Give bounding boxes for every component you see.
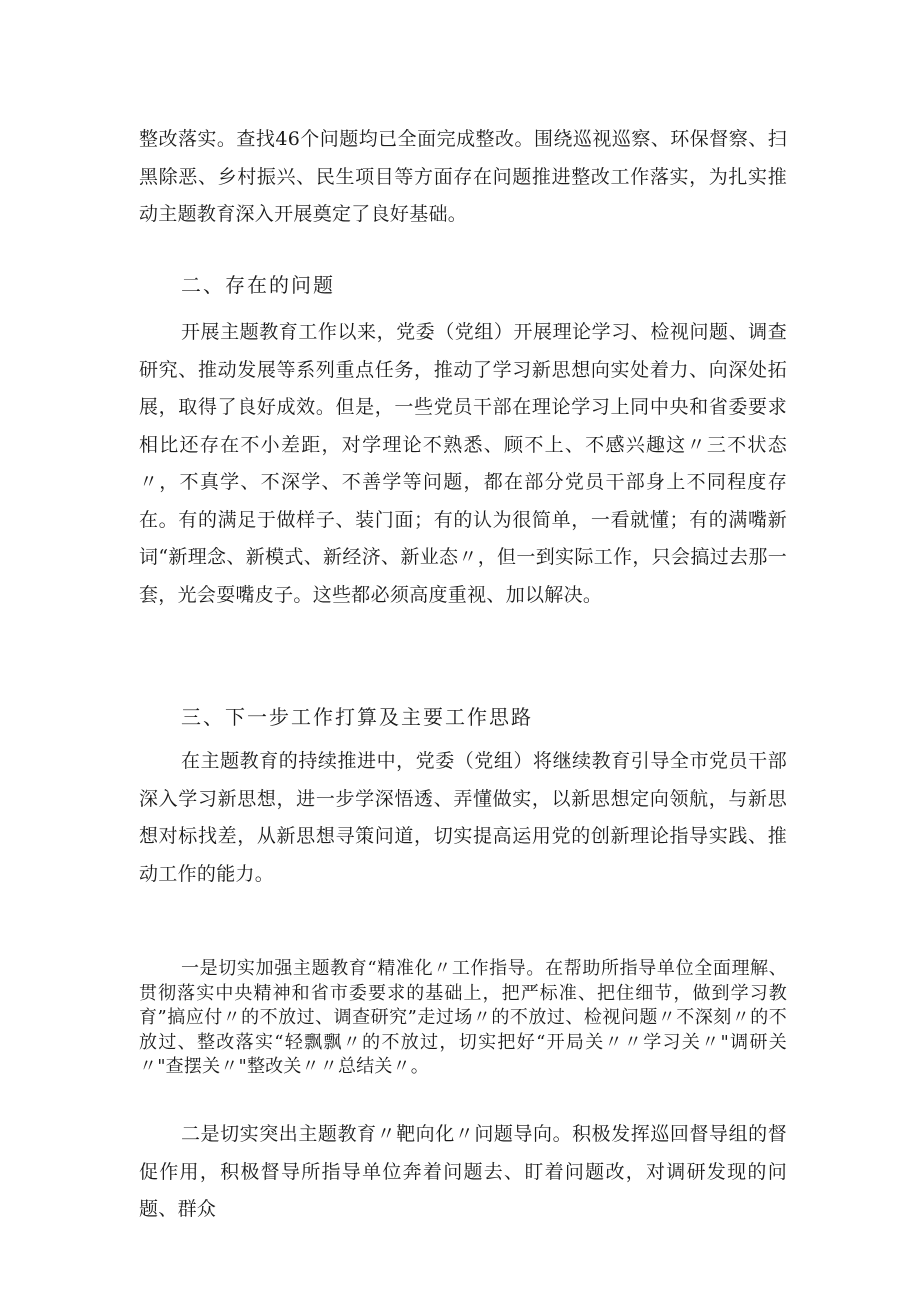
paragraph-rectification-summary: 整改落实。查找46个问题均已全面完成整改。围绕巡视巡察、环保督察、扫黑除恶、乡村振兴、民生项目等方面存在问题推进整改工作落实，为扎实推动主题教育深入开展奠定了良好基础。	[139, 128, 787, 225]
paragraph-point-two: 二是切实突出主题教育〃靶向化〃问题导向。积极发挥巡回督导组的督促作用，积极督导所指导单位奔着问题去、盯着问题改，对调研发现的问题、群众	[139, 1123, 787, 1220]
section-heading-next-steps: 三、下一步工作打算及主要工作思路	[181, 705, 533, 729]
section-heading-existing-problems: 二、存在的问题	[181, 273, 335, 297]
paragraph-next-steps-intro: 在主题教育的持续推进中，党委（党组）将继续教育引导全市党员干部深入学习新思想，进一步学深悟透、弄懂做实，以新思想定向领航，与新思想对标找差，从新思想寻策问道，切实提高运用党的创新理论指导实践、推动工作的能力。	[139, 750, 787, 885]
paragraph-existing-problems: 开展主题教育工作以来，党委（党组）开展理论学习、检视问题、调查研究、推动发展等系列重点任务，推动了学习新思想向实处着力、向深处拓展，取得了良好成效。但是，一些党员干部在理论学习上同中央和省委要求相比还存在不小差距，对学理论不熟悉、顾不上、不感兴趣这〃三不状态〃，不真学、不深学、不善学等问题，都在部分党员干部身上不同程度存在。有的满足于做样子、装门面；有的认为很简单，一看就懂；有的满嘴新词“新理念、新模式、新经济、新业态〃，但一到实际工作，只会搞过去那一套，光会耍嘴皮子。这些都必须高度重视、加以解决。	[139, 321, 787, 606]
paragraph-point-one: 一是切实加强主题教育“精准化〃工作指导。在帮助所指导单位全面理解、贯彻落实中央精神和省市委要求的基础上，把严标准、把住细节，做到学习教育”搞应付〃的不放过、调查研究”走过场〃的不放过、检视问题〃不深刻〃的不放过、整改落实“轻飘飘〃的不放过，切实把好“开局关〃〃学习关〃"调研关〃"查摆关〃"整改关〃〃总结关〃。	[139, 958, 787, 1077]
